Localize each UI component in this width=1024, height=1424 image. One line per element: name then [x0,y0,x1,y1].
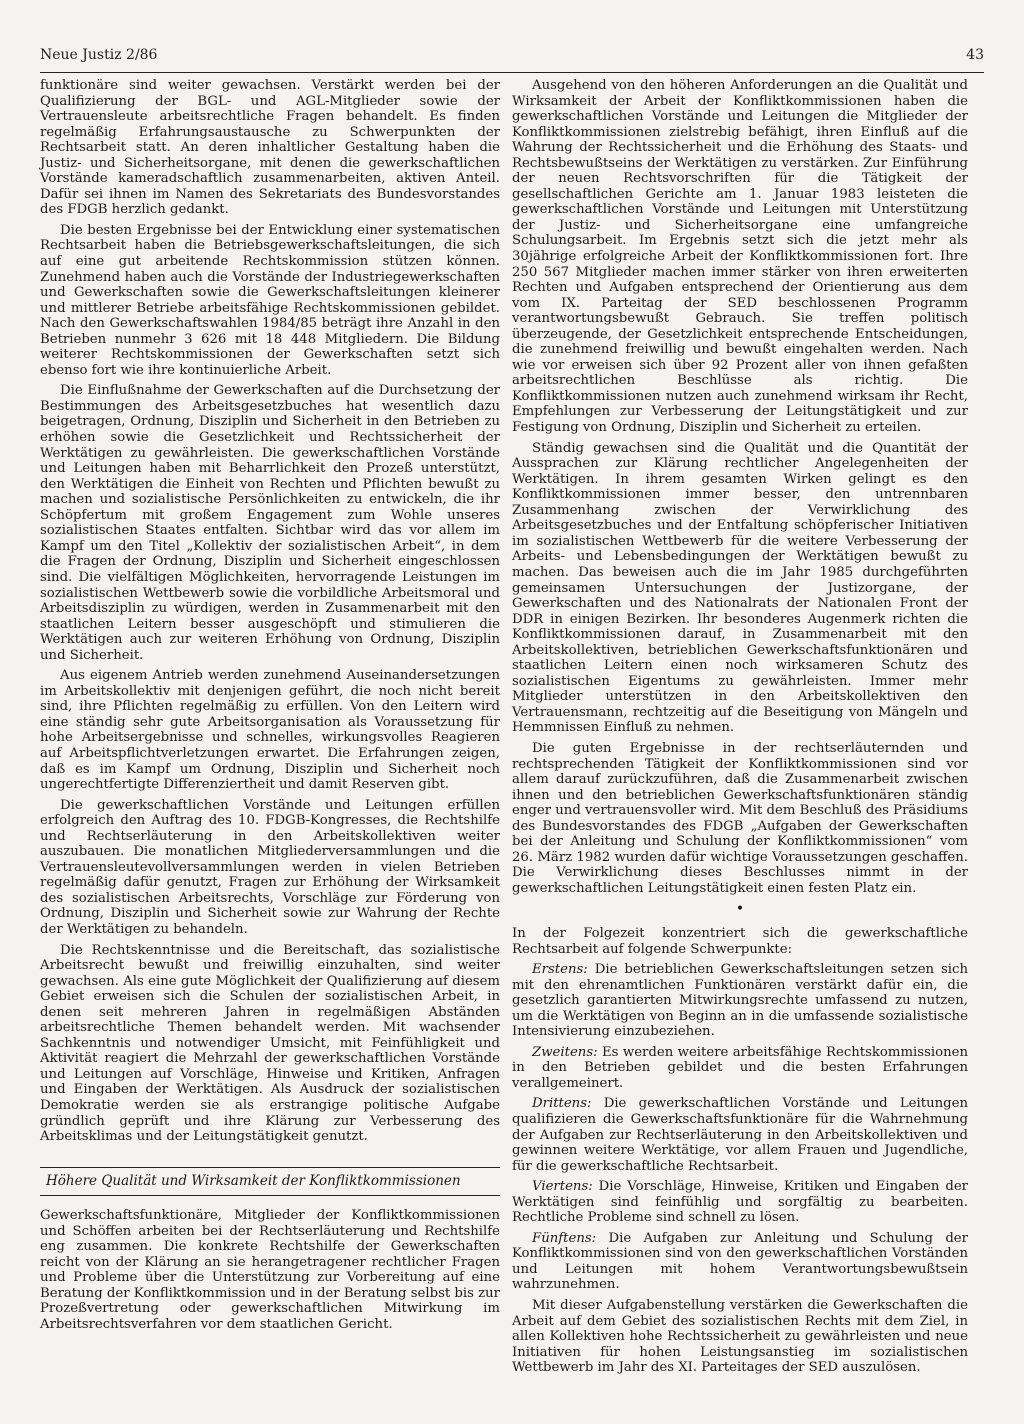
point-item [512,1231,968,1293]
left-column [40,78,500,1333]
paragraph: Die Einflußnahme der Gewerkschaften auf die Durchsetzung der Bestimmungen des Arbeitsgesetzbuches hat wesentlich dazu beigetragen, Ordnung, Disziplin und Sicherheit in den Betrieben zu erhöhen sowie die Gesetzlichkeit und Rechtssicherheit der Werktätigen zu gewährleisten. Die gewerkschaftlichen Vorstände und Leitungen haben mit Beharrlichkeit den Prozeß unterstützt, den Werktätigen die Einheit von Rechten und Pflichten bewußt zu machen und sozialistische Persönlichkeiten zu entwickeln, die ihr Schöpfertum mit großem Engagement zum Wohle unseres sozialistischen Staates entfalten. Sichtbar wird das vor allem im Kampf um den Titel „Kollektiv der sozialistischen Arbeit“, in dem die Fragen der Ordnung, Disziplin und Sicherheit eingeschlossen sind. Die vielfältigen Möglichkeiten, hervorragende Leistungen im sozialistischen Wettbewerb sowie die vorbildliche Arbeitsmoral und Arbeitsdisziplin zu würdigen, werden in Zusammenarbeit mit den staatlichen Leitern besser ausgeschöpft und stimulieren die Werktätigen auch zur weiteren Erhöhung von Ordnung, Disziplin und Sicherheit. [40,383,500,663]
point-label: Zweitens: [532,1044,598,1060]
paragraph: Die gewerkschaftlichen Vorstände und Leitungen erfüllen erfolgreich den Auftrag des 10. FDGB-Kongresses, die Rechtshilfe und Rechtserläuterung in den Arbeitskollektiven weiter auszubauen. Die monatlichen Mitgliederversammlungen und die Vertrauensleutevollversammlungen werden in vielen Betrieben regelmäßig dafür genutzt, Fragen zur Erhöhung der Wirksamkeit des sozialistischen Arbeitsrechts, Vorschläge zur Förderung von Ordnung, Disziplin und Sicherheit sowie zur Wahrung der Rechte der Werktätigen zu behandeln. [40,797,500,937]
point-item [512,962,968,1040]
point-label: Drittens: [532,1096,592,1112]
paragraph: Aus eigenem Antrieb werden zunehmend Auseinandersetzungen im Arbeitskollektiv mit denjenigen geführt, die noch nicht bereit sind, ihre Pflichten regelmäßig zu erfüllen. Von den Leitern wird eine ständig sehr gute Arbeitsorganisation als Voraussetzung für hohe Arbeitsergebnisse und schnelles, wirkungsvolles Reagieren auf Arbeitspflichtverletzungen erwartet. Die Erfahrungen zeigen, daß es im Kampf um Ordnung, Disziplin und Sicherheit noch ungerechtfertigte Differenziertheit und damit Reserven gibt. [40,668,500,793]
closing-paragraph: Mit dieser Aufgabenstellung verstärken die Gewerkschaften die Arbeit auf dem Gebiet des sozialistischen Rechts mit dem Ziel, in allen Kollektiven hohe Rechtssicherheit zu gewährleisten und neue Initiativen für hohen Leistungsanstieg im sozialistischen Wettbewerb im Jahr des XI. Parteitages der SED auszulösen. [512,1298,968,1376]
paragraph: funktionäre sind weiter gewachsen. Verstärkt werden bei der Qualifizierung der BGL- und AGL-Mitglieder sowie der Vertrauensleute arbeitsrechtliche Fragen behandelt. Es finden regelmäßig Erfahrungsaustausche zu Schwerpunkten der Rechtsarbeit statt. An deren inhaltlicher Gestaltung haben die Justiz- und Sicherheitsorgane, mit denen die gewerkschaftlichen Vorstände kameradschaftlich zusammenarbeiten, aktiven Anteil. Dafür sei ihnen im Namen des Sekretariats des Bundesvorstandes des FDGB herzlich gedankt. [40,78,500,218]
right-column [512,78,968,1376]
point-label: Erstens: [532,962,588,978]
point-item [512,1096,968,1174]
header-rule [40,72,984,73]
paragraph: Ständig gewachsen sind die Qualität und die Quantität der Aussprachen zur Klärung rechtlicher Angelegenheiten der Werktätigen. In ihrem gesamten Wirken gelingt es den Konfliktkommissionen immer besser, den untrennbaren Zusammenhang zwischen der Verwirklichung des Arbeitsgesetzbuches und der Entfaltung schöpferischer Initiativen im sozialistischen Wettbewerb für die weitere Verbesserung der Arbeits- und Lebensbedingungen der Werktätigen bewußt zu machen. Das beweisen auch die im Jahr 1985 durchgeführten gemeinsamen Untersuchungen der Justizorgane, der Gewerkschaften und des Nationalrats der Nationalen Front der DDR in einigen Bezirken. Ihr besonderes Augenmerk richten die Konfliktkommissionen darauf, in Zusammenarbeit mit den Arbeitskollektiven, betrieblichen Gewerkschaftsfunktionären und staatlichen Leitern einen noch wirksameren Schutz des sozialistischen Eigentums zu gewährleisten. Immer mehr Mitglieder unterstützen in den Arbeitskollektiven den Vertrauensmann, rechtzeitig auf die Beseitigung von Mängeln und Hemmnissen Einfluß zu nehmen. [512,440,968,736]
point-text: Die gewerkschaftlichen Vorstände und Leitungen qualifizieren die Gewerkschaftsfunktionäre für die Wahrnehmung der Aufgaben zur Rechtserläuterung in den Arbeitskollektiven und gewinnen weitere Werktätige, vor allem Frauen und Jugendliche, für die gewerkschaftliche Rechtsarbeit. [512,1096,968,1174]
paragraph: Die Rechtskenntnisse und die Bereitschaft, das sozialistische Arbeitsrecht bewußt und freiwillig einzuhalten, sind weiter gewachsen. Als eine gute Möglichkeit der Qualifizierung auf diesem Gebiet erweisen sich die Schulen der sozialistischen Arbeit, in denen seit mehreren Jahren in regelmäßigen Abständen arbeitsrechtliche Themen behandelt werden. Mit wachsender Sachkenntnis und notwendiger Umsicht, mit Feinfühligkeit und Aktivität reagiert die Mehrzahl der gewerkschaftlichen Vorstände und Leitungen auf Vorschläge, Hinweise und Kritiken, Anfragen und Eingaben der Werktätigen. Als Ausdruck der sozialistischen Demokratie werden sie als erstrangige politische Aufgabe gründlich geprüft und ihre Klärung zur Verbesserung des Arbeitsklimas und der Leitungstätigkeit genutzt. [40,942,500,1145]
point-item [512,1179,968,1226]
point-label: Fünftens: [532,1230,597,1246]
paragraph: Gewerkschaftsfunktionäre, Mitglieder der Konfliktkommissionen und Schöffen arbeiten bei der Rechtserläuterung und Rechtshilfe eng zusammen. Die konkrete Rechtshilfe der Gewerkschaften reicht von der Klärung an sie herangetragener rechtlicher Fragen und Probleme über die Unterstützung zur Vorbereitung auf eine Beratung der Konfliktkommission und in der Beratung selbst bis zur Prozeßvertretung oder gewerkschaftlichen Mitwirkung im Arbeitsrechtsverfahren vor dem staatlichen Gericht. [40,1208,500,1333]
section-separator: • [735,901,745,918]
point-label: Viertens: [532,1179,593,1195]
point-text: Die betrieblichen Gewerkschaftsleitungen setzen sich mit den ehrenamtlichen Funktionären verstärkt dafür ein, die gesetzlich garantierten Mitwirkungsrechte umfassend zu nutzen, um die Werktätigen von Beginn an in die umfassende sozialistische Intensivierung einzubeziehen. [512,962,968,1040]
point-text: Es werden weitere arbeitsfähige Rechtskommissionen in den Betrieben gebildet und die besten Erfahrungen verallgemeinert. [512,1044,968,1091]
running-header [40,47,984,67]
point-item [512,1045,968,1092]
page-number: 43 [966,47,984,63]
point-text: Die Vorschläge, Hinweise, Kritiken und Eingaben der Werktätigen sind feinfühlig und sorgfältig zu bearbeiten. Rechtliche Probleme sind schnell zu lösen. [512,1179,968,1226]
intro-paragraph: In der Folgezeit konzentriert sich die gewerkschaftliche Rechtsarbeit auf folgende Schwerpunkte: [512,925,968,957]
point-text: Die Aufgaben zur Anleitung und Schulung der Konfliktkommissionen sind von den gewerkschaftlichen Vorständen und Leitungen mit hohem Verantwortungsbewußtsein wahrzunehmen. [512,1230,968,1293]
section-heading: Höhere Qualität und Wirksamkeit der Konfliktkommissionen [40,1167,500,1197]
paragraph: Ausgehend von den höheren Anforderungen an die Qualität und Wirksamkeit der Arbeit der Konfliktkommissionen haben die gewerkschaftlichen Vorstände und Leitungen die Mitglieder der Konfliktkommissionen zielstrebig befähigt, ihren Einfluß auf die Wahrung der Rechtssicherheit und die Erhöhung des Staats- und Rechtsbewußtseins der Werktätigen zu verstärken. Zur Einführung der neuen Rechtsvorschriften für die Tätigkeit der gesellschaftlichen Gerichte am 1. Januar 1983 leisteten die gewerkschaftlichen Vorstände und Leitungen mit Unterstützung der Justiz- und Sicherheitsorgane eine umfangreiche Schulungsarbeit. Im Ergebnis setzt sich die jetzt mehr als 30jährige erfolgreiche Arbeit der Konfliktkommissionen fort. Ihre 250 567 Mitglieder machen immer stärker von ihren erweiterten Rechten und Aufgaben entsprechend der Orientierung aus dem vom IX. Parteitag der SED beschlossenen Programm verantwortungsbewußt Gebrauch. Sie treffen politisch überzeugende, der Gesetzlichkeit entsprechende Entscheidungen, die zunehmend freiwillig und bewußt eingehalten werden. Nach wie vor erweisen sich über 92 Prozent aller von ihnen gefaßten arbeitsrechtlichen Beschlüsse als richtig. Die Konfliktkommissionen nutzen auch zunehmend wirksam ihr Recht, Empfehlungen zur Verbesserung der Leitungstätigkeit und zur Festigung von Ordnung, Disziplin und Sicherheit zu erteilen. [512,78,968,436]
paragraph: Die guten Ergebnisse in der rechtserläuternden und rechtsprechenden Tätigkeit der Konfliktkommissionen sind vor allem darauf zurückzuführen, daß die Zusammenarbeit zwischen ihnen und den betrieblichen Gewerkschaftsfunktionären ständig enger und vertrauensvoller wird. Mit dem Beschluß des Präsidiums des Bundesvorstandes des FDGB „Aufgaben der Gewerkschaften bei der Anleitung und Schulung der Konfliktkommissionen“ vom 26. März 1982 wurden dafür wichtige Voraussetzungen geschaffen. Die Verwirklichung dieses Beschlusses nimmt in der gewerkschaftlichen Leitungstätigkeit einen festen Platz ein. [512,740,968,896]
paragraph: Die besten Ergebnisse bei der Entwicklung einer systematischen Rechtsarbeit haben die Betriebsgewerkschaftsleitungen, die sich auf eine gut arbeitende Rechtskommission stützen können. Zunehmend haben auch die Vorstände der Industriegewerkschaften und Gewerkschaften sowie die Gewerkschaftsleitungen kleinerer und mittlerer Betriebe arbeitsfähige Rechtskommissionen gebildet. Nach den Gewerkschaftswahlen 1984/85 beträgt ihre Anzahl in den Betrieben nunmehr 3 626 mit 18 448 Mitgliedern. Die Bildung weiterer Rechtskommissionen der Gewerkschaften setzt sich ebenso fort wie ihre kontinuierliche Arbeit. [40,222,500,378]
journal-title: Neue Justiz 2/86 [40,47,158,63]
